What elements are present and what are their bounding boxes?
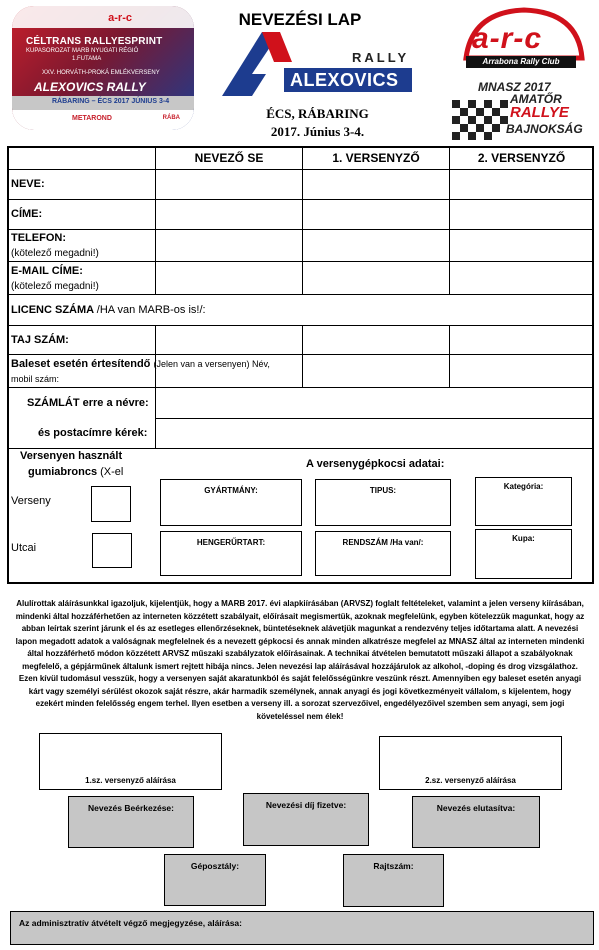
mnasz-logo-line4: BAJNOKSÁG [506,122,583,136]
entry-received-box[interactable] [68,796,194,848]
alexovics-logo-name: ALEXOVICS [290,70,399,90]
row-label-email: E-MAIL CÍME: [11,265,83,277]
car-plate-field[interactable] [315,531,451,576]
event-logo-line6: RÁBARING – ÉCS 2017 JÚNIUS 3-4 [52,98,170,105]
alexovics-logo-rally: RALLY [352,50,410,65]
arc-logo-subtitle: Arrabona Rally Club [466,56,576,68]
event-location: ÉCS, RÁBARING [266,106,369,121]
event-logo-arc: a-r-c [108,12,132,24]
tyre-race-label: Verseny [11,495,51,507]
event-logo-line1: CÉLTRANS RALLYESPRINT [26,36,163,47]
car-make-field[interactable] [160,479,302,526]
column-header-entrant: NEVEZŐ SE [194,151,264,165]
row-note-email: (kötelező megadni!) [11,281,99,292]
tyre-street-label: Utcai [11,542,37,554]
entry-rejected-box[interactable] [412,796,540,848]
event-logo-line3: 1.FUTAMA [72,56,102,62]
start-number-label: Rajtszám: [373,861,414,871]
driver2-signature-box[interactable] [379,736,562,790]
mnasz-logo-line1: MNASZ 2017 [478,80,551,94]
row-note-licence: /HA van MARB-os is!/: [96,304,206,316]
car-cup-label: Kupa: [512,534,535,543]
mnasz-logo-line3: RALLYE [510,104,569,121]
event-logo-line7: METAROND [72,115,112,122]
tyre-race-checkbox[interactable] [91,486,131,522]
row-note-emergency-mobile: mobil szám: [11,374,60,384]
car-category-label: Kategória: [503,482,544,491]
page-title: NEVEZÉSI LAP [238,10,362,29]
column-header-driver1: 1. VERSENYZŐ [332,151,420,165]
row-label-licence: LICENC SZÁMA [11,304,94,316]
car-class-box[interactable] [164,854,266,906]
fee-paid-label: Nevezési díj fizetve: [265,800,347,810]
row-label-invoice: SZÁMLÁT erre a névre: [27,397,149,409]
car-cup-field[interactable] [475,529,572,579]
event-logo [12,6,194,130]
driver1-signature-box[interactable] [39,733,222,790]
row-label-address: CÍME: [11,208,43,220]
event-date: 2017. Június 3-4. [270,124,365,139]
declaration-text: Alulírottak aláírásunkkal igazoljuk, kijelentjük, hogy a MARB 2017. évi alapkiírásában (ARVSZ) foglalt feltételeket, valamint a jelen verseny kiírásában, mindenki által hozzáférhetően az interneten közzétett szabályait, előírásait megismertük, azoknak megfelelünk, egyben kötelezzük magunkat, hogy az abban leírtak szerint járunk el és az esetleges ellenőrzéseknek, büntetéseknek alávetjük magunkat a rendezvény teljes időtartama alatt. A nevezési lapon megadott adatok a valóságnak megfelelnek és a nevezett gépkocsi és annak minden alkatrésze megfelel az MNASZ által az interneten mindenki által hozzáférhető módon közzétett ARVSZ műszaki szabályzatok előírásainak. A technikai átvételen bemutatott műszaki állapot a szabályoknak megfelelő, a gépjárműnek általunk ismert rejtett hibája nincs. Jelen nevezési lap aláírásával hozzájárulok az alkohol, -doping és drog vizsgálathoz. Ezen kívül tudomásul vesszük, hogy a versenyen saját akaratunkból és saját felelősségünkre veszünk részt. Amennyiben egy baleset esetén anyagi kárt vagy személyi sérülést okozok saját részre, akár harmadik személynek, annak anyagi és jogi következményeit vállalom, s kijelentem, hogy ezekért minden felelősség engem terhel. Ilyen esetben a verseny ill. a sorozat szervezőivel, engedélyezőivel szemben sem anyagi, sem jogi követeléssel nem élek! [15,599,585,721]
car-make-label: GYÁRTMÁNY: [204,486,258,495]
car-displacement-label: HENGERŰRTART: [196,538,266,547]
entry-rejected-label: Nevezés elutasítva: [436,803,516,813]
driver2-signature-label: 2.sz. versenyző aláírása [425,776,516,785]
row-note-emergency: (Jelen van a versenyen) Név, [153,359,270,369]
car-type-label: TIPUS: [369,486,397,495]
event-logo-line2: KUPASOROZAT MARB NYUGATI RÉGIÓ [26,48,139,54]
driver1-signature-label: 1.sz. versenyző aláírása [85,776,176,785]
event-logo-line5: ALEXOVICS RALLY [34,80,146,94]
car-displacement-field[interactable] [160,531,302,576]
admin-notes-box[interactable] [10,911,594,945]
column-header-driver2: 2. VERSENYZŐ [477,151,566,165]
car-data-title: A versenygépkocsi adatai: [306,458,445,470]
row-label-emergency: Baleset esetén értesítendő [11,358,151,370]
row-note-phone: (kötelező megadni!) [11,248,99,259]
arc-logo-text: a-r-c [472,22,543,55]
mnasz-logo-line2: AMATŐR [510,92,562,106]
tyre-title: Versenyen használt [20,450,123,462]
row-label-taj: TAJ SZÁM: [11,334,69,346]
car-class-label: Géposztály: [190,861,240,871]
event-logo-line4: XXV. HORVÁTH-PROKÁ EMLÉKVERSENY [42,70,160,76]
fee-paid-box[interactable] [243,793,369,846]
event-logo-line8: RÁBA [162,115,180,121]
admin-notes-label: Az adminisztratív átvételt végző megjegyzése, aláírása: [19,918,242,928]
row-label-name: NEVE: [11,178,45,190]
row-label-postal: és postacímre kérek: [38,427,148,439]
entry-received-label: Nevezés Beérkezése: [87,803,174,813]
car-type-field[interactable] [315,479,451,526]
tyre-street-checkbox[interactable] [92,533,132,568]
row-label-phone: TELEFON: [11,232,66,244]
tyre-title-2: gumiabroncs [28,466,98,478]
car-category-field[interactable] [475,477,572,526]
tyre-title-note: (X-el [100,466,124,478]
start-number-box[interactable] [343,854,444,907]
car-plate-label: RENDSZÁM /Ha van/: [342,538,424,547]
